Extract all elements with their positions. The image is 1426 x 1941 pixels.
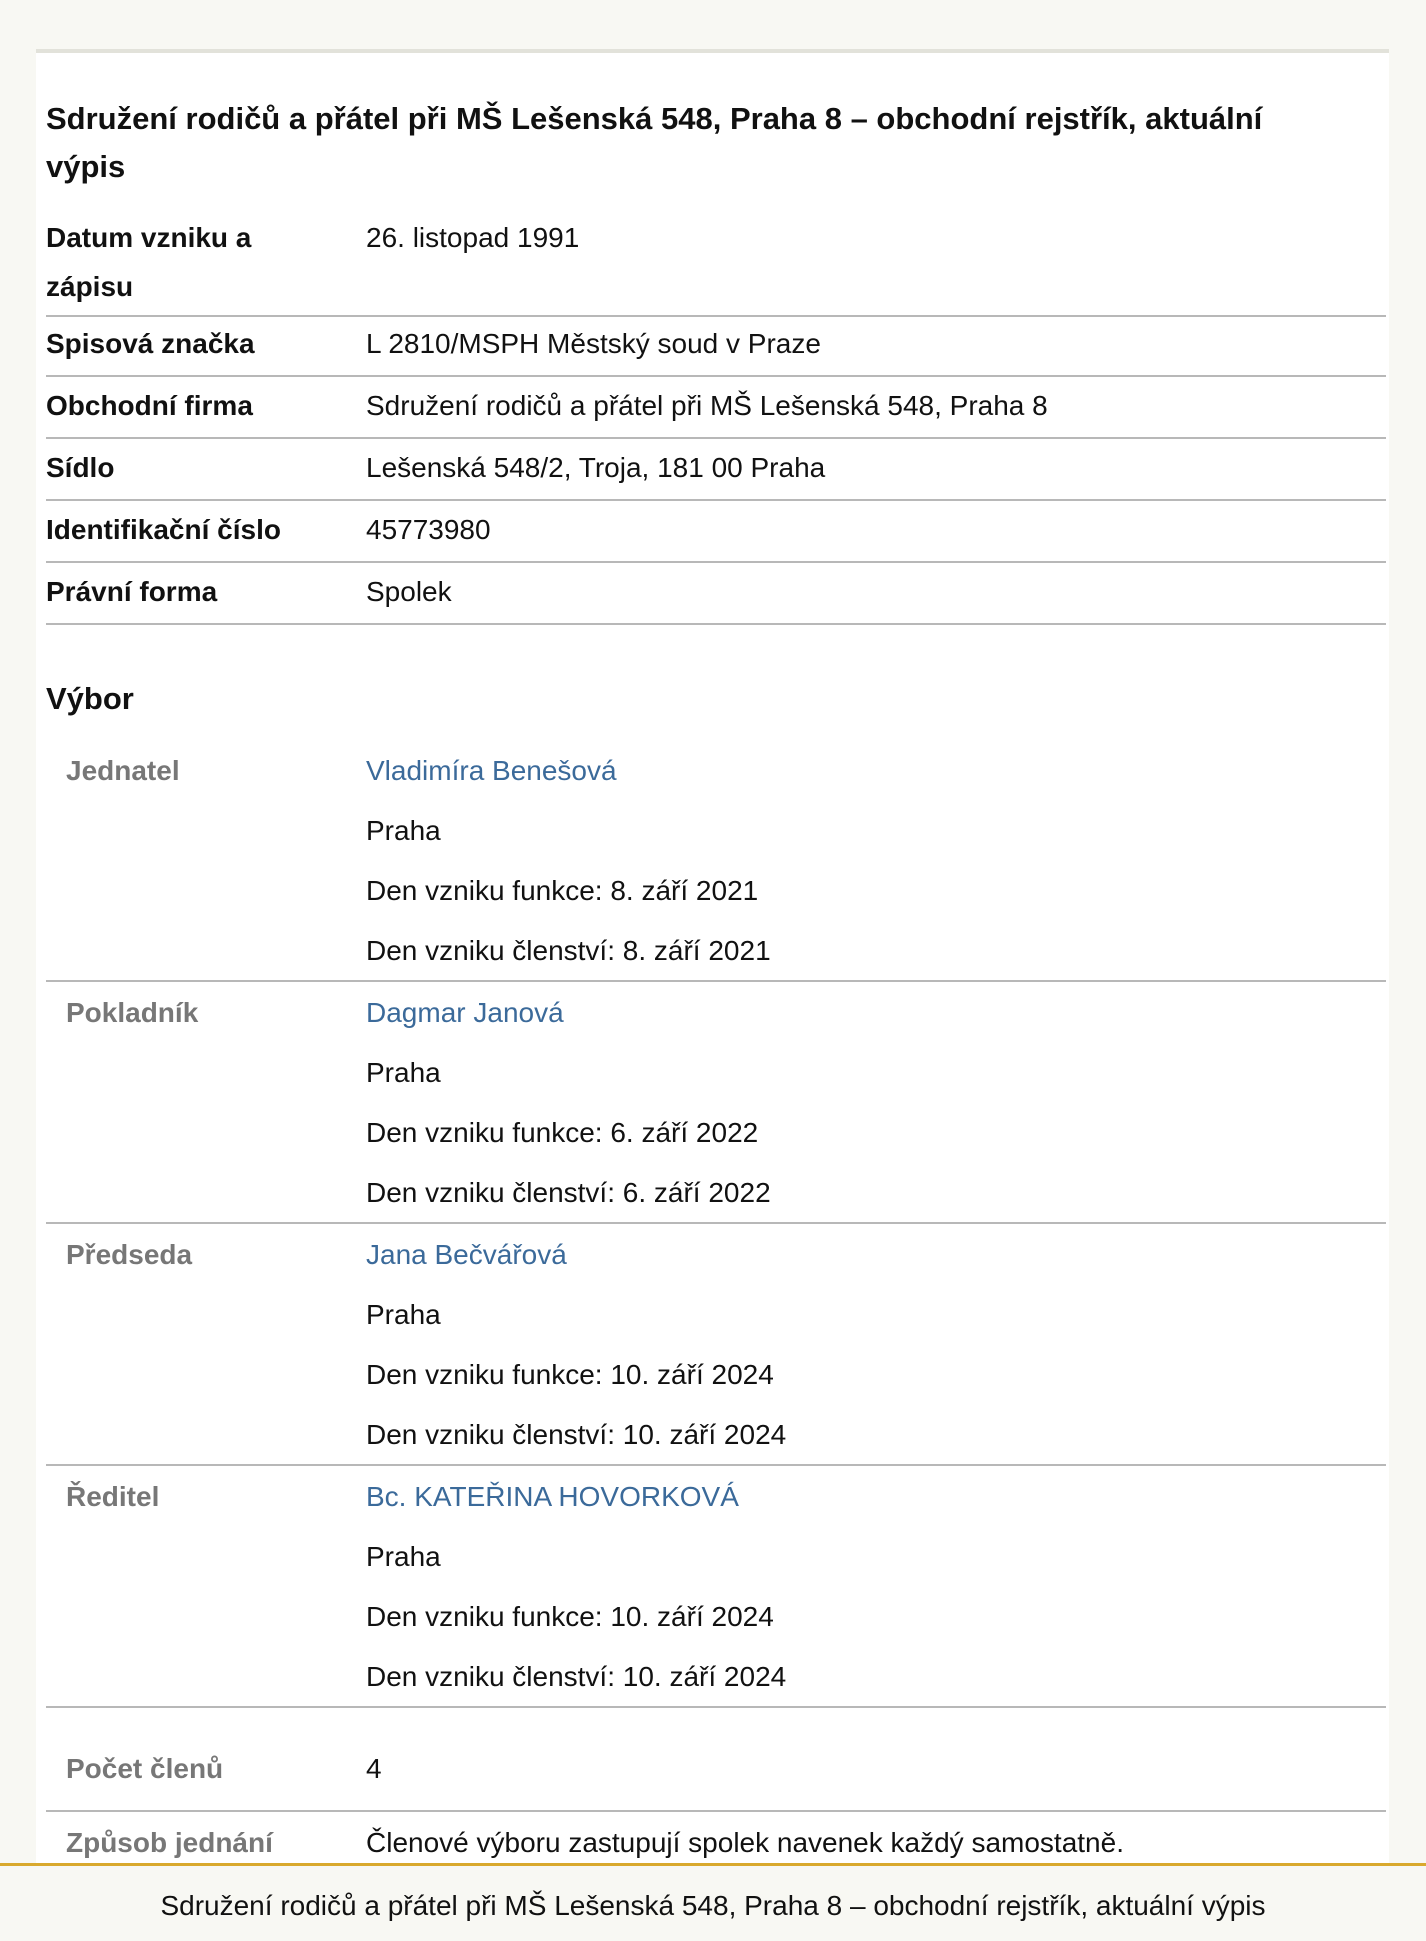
member-city: Praha (366, 1299, 441, 1330)
member-row (46, 1466, 1386, 1708)
field-row-pravni-forma (46, 563, 1386, 625)
member-row (46, 982, 1386, 1224)
member-row (46, 1224, 1386, 1466)
field-label-ico: Identifikační číslo (46, 514, 281, 545)
field-label-sidlo: Sídlo (46, 452, 115, 483)
field-label-datum-vzniku (46, 213, 346, 311)
member-name-link[interactable]: Dagmar Janová (366, 997, 564, 1028)
member-role: Předseda (66, 1239, 193, 1270)
field-label-line2: zápisu (46, 271, 134, 302)
member-funkce-date: Den vzniku funkce: 8. září 2021 (366, 875, 759, 906)
field-row-ico (46, 501, 1386, 563)
member-funkce-date: Den vzniku funkce: 10. září 2024 (366, 1601, 774, 1632)
pocet-clenu-label: Počet členů (66, 1753, 224, 1784)
member-funkce-date: Den vzniku funkce: 10. září 2024 (366, 1359, 774, 1390)
field-value-datum-vzniku: 26. listopad 1991 (366, 222, 580, 253)
member-role: Ředitel (66, 1481, 160, 1512)
member-clenstvi-date: Den vzniku členství: 10. září 2024 (366, 1419, 787, 1450)
page-title: Sdružení rodičů a přátel při MŠ Lešenská 548, Praha 8 – obchodní rejstřík, aktuální výpis (46, 101, 1263, 184)
field-value-ico: 45773980 (366, 514, 491, 545)
field-value-obchodni-firma: Sdružení rodičů a přátel při MŠ Lešenská 548, Praha 8 (366, 390, 1048, 421)
member-city: Praha (366, 1057, 441, 1088)
register-card (36, 49, 1389, 1868)
zpusob-jednani-value: Členové výboru zastupují spolek navenek každý samostatně. (366, 1827, 1124, 1858)
section-heading-vybor: Výbor (46, 681, 134, 716)
field-row-spisova-znacka (46, 315, 1386, 377)
footer-text: Sdružení rodičů a přátel při MŠ Lešenská 548, Praha 8 – obchodní rejstřík, aktuální výpis (160, 1890, 1266, 1921)
member-funkce-date: Den vzniku funkce: 6. září 2022 (366, 1117, 759, 1148)
member-row (46, 740, 1386, 982)
member-name-link[interactable]: Bc. KATEŘINA HOVORKOVÁ (366, 1481, 739, 1512)
field-label-spisova-znacka: Spisová značka (46, 328, 255, 359)
zpusob-jednani-label: Způsob jednání (66, 1827, 273, 1858)
field-label-pravni-forma: Právní forma (46, 576, 218, 607)
member-clenstvi-date: Den vzniku členství: 6. září 2022 (366, 1177, 771, 1208)
field-label-obchodni-firma: Obchodní firma (46, 390, 253, 421)
pocet-clenu-row (46, 1728, 1386, 1812)
field-value-spisova-znacka: L 2810/MSPH Městský soud v Praze (366, 328, 821, 359)
member-city: Praha (366, 815, 441, 846)
field-value-pravni-forma: Spolek (366, 576, 452, 607)
member-role: Pokladník (66, 997, 199, 1028)
member-city: Praha (366, 1541, 441, 1572)
member-clenstvi-date: Den vzniku členství: 8. září 2021 (366, 935, 771, 966)
field-row-obchodni-firma (46, 377, 1386, 439)
member-name-link[interactable]: Jana Bečvářová (366, 1239, 567, 1270)
field-label-line1: Datum vzniku a (46, 222, 252, 253)
field-value-sidlo: Lešenská 548/2, Troja, 181 00 Praha (366, 452, 826, 483)
member-name-link[interactable]: Vladimíra Benešová (366, 755, 617, 786)
member-role: Jednatel (66, 755, 180, 786)
field-row-datum-vzniku (46, 207, 1386, 317)
field-row-sidlo (46, 439, 1386, 501)
pocet-clenu-value: 4 (366, 1753, 382, 1784)
page-footer (0, 1863, 1426, 1941)
member-clenstvi-date: Den vzniku členství: 10. září 2024 (366, 1661, 787, 1692)
